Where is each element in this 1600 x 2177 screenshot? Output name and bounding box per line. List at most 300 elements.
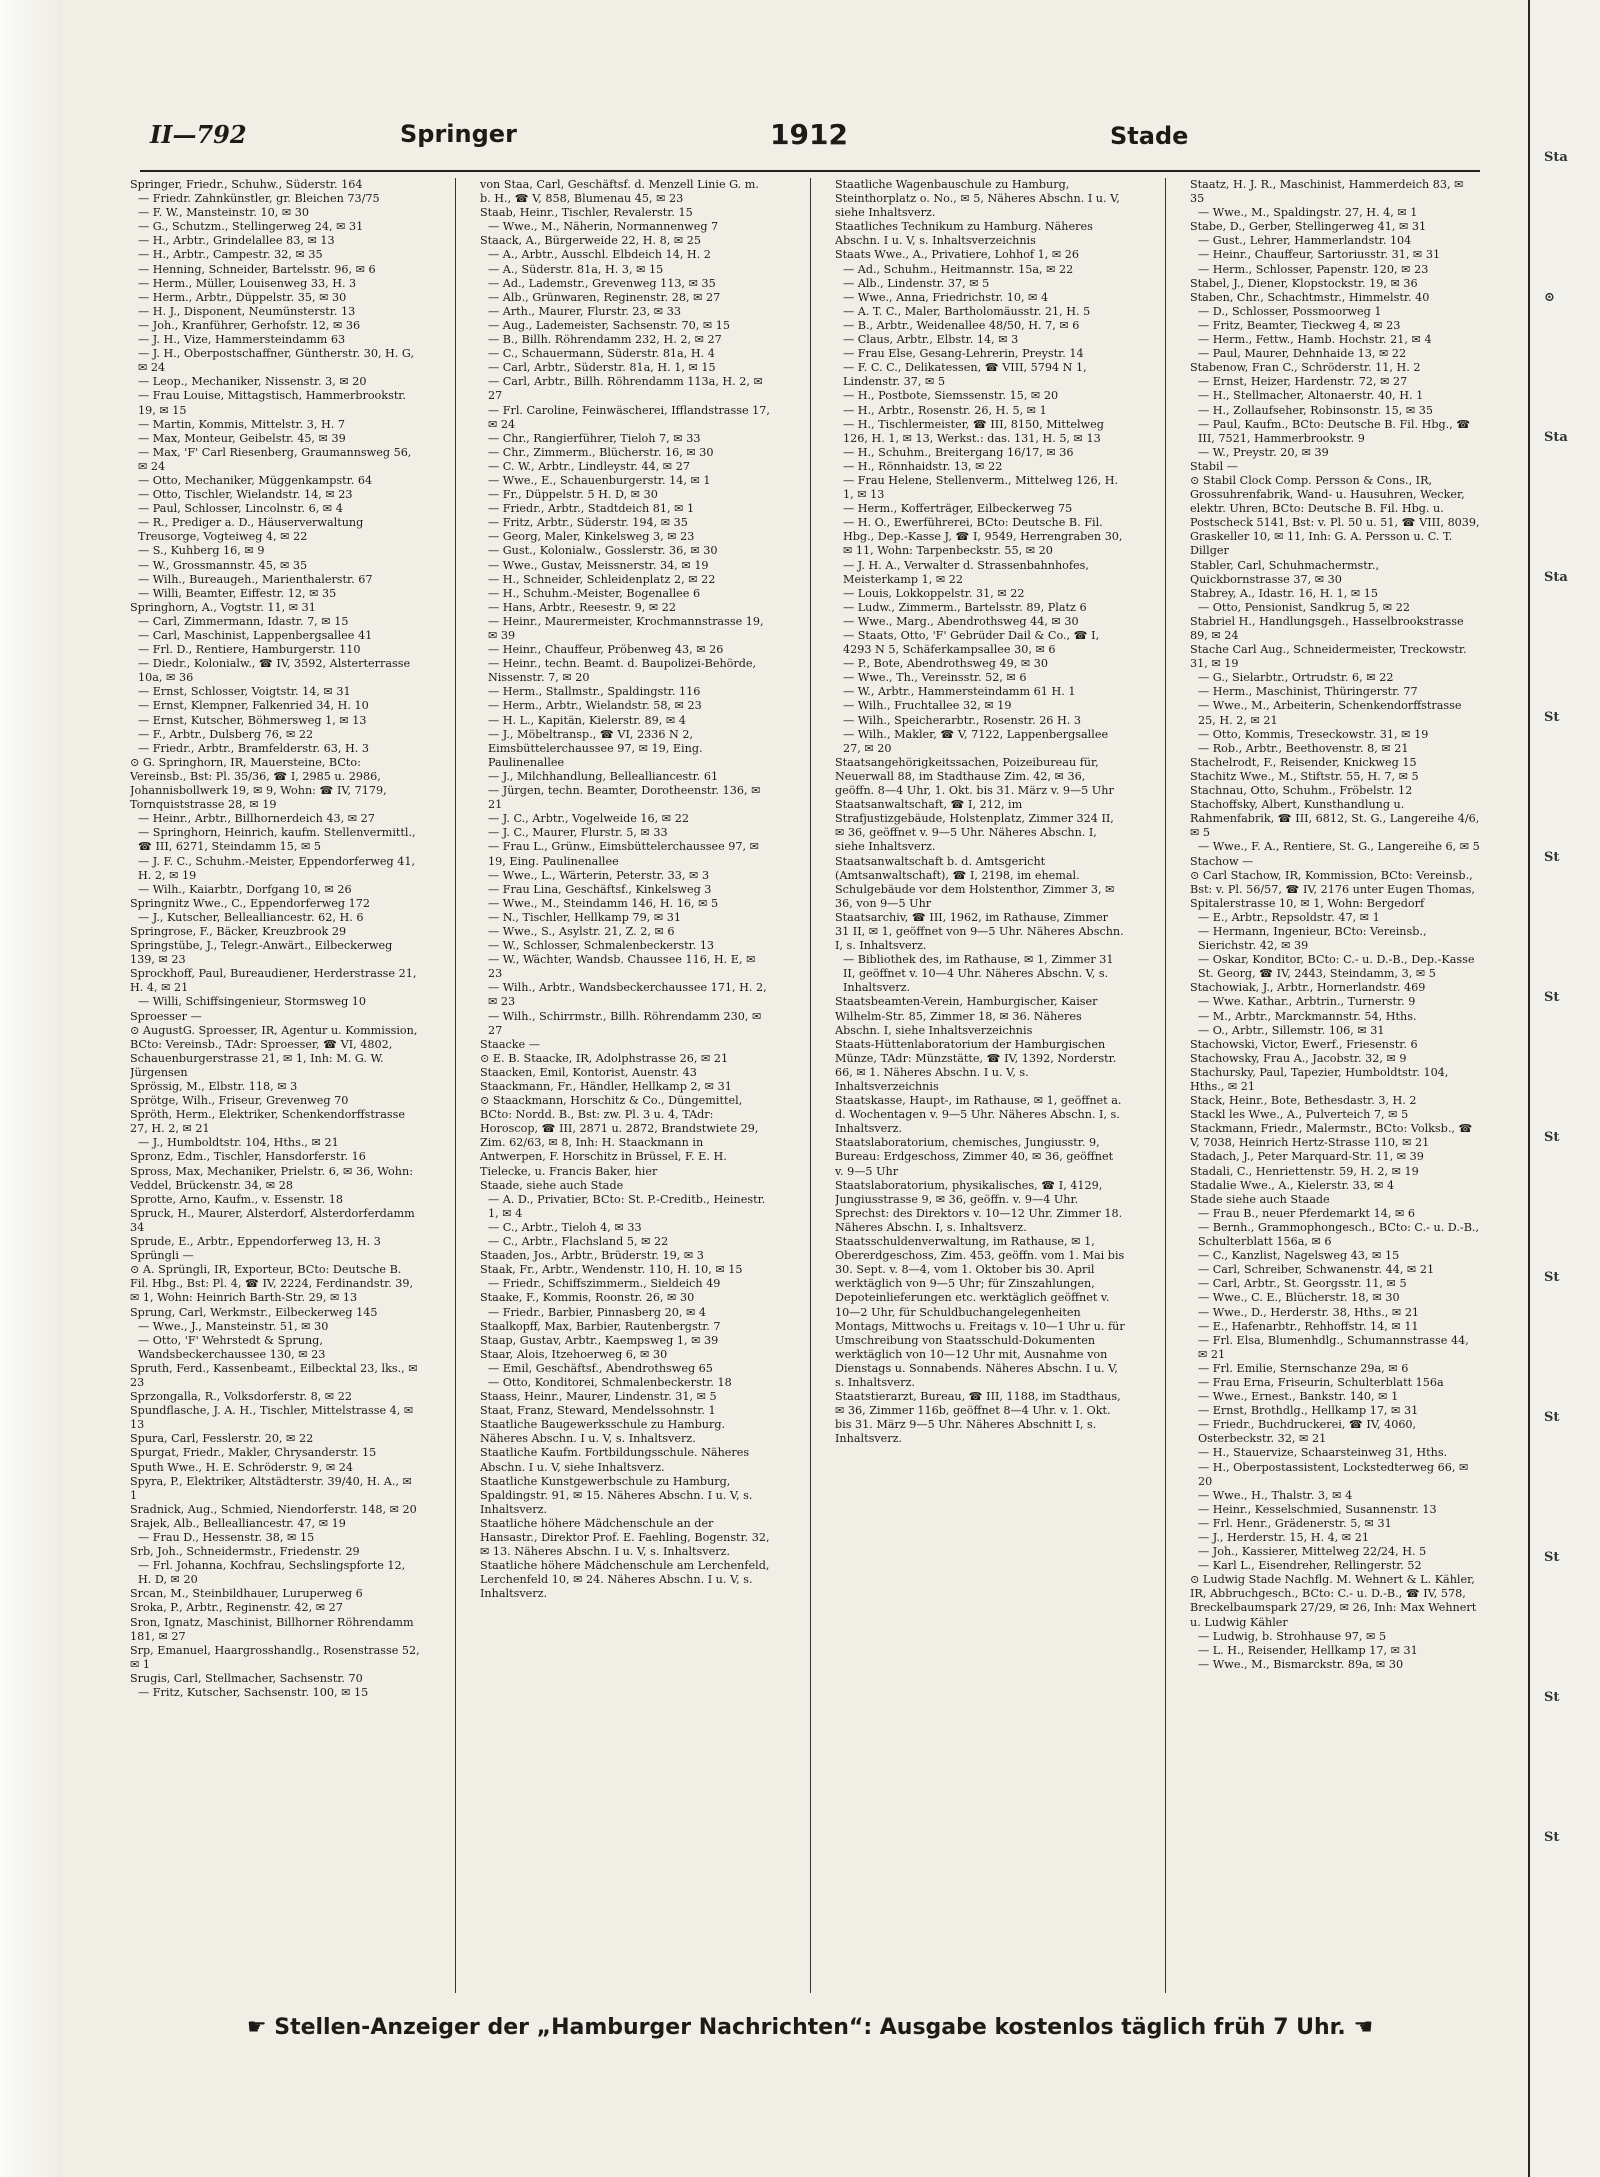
directory-entry: Staats-Hüttenlaboratorium der Hamburgischen Münze, TAdr: Münzstätte, ☎ IV, 1392, Norderstr. 66, ✉ 1. Näheres Abschn. I u. V, s. Inhaltsverzeichnis [835,1037,1117,1093]
directory-entry: — J. C., Arbtr., Vogelweide 16, ✉ 22 [488,812,689,826]
directory-page [130,110,1490,2070]
directory-entry: — Fr., Düppelstr. 5 H. D, ✉ 30 [488,488,658,502]
directory-entry: — H. L., Kapitän, Kielerstr. 89, ✉ 4 [488,713,686,727]
directory-entry: — H. J., Disponent, Neumünsterstr. 13 [138,304,356,318]
directory-entry: Staak, Fr., Arbtr., Wendenstr. 110, H. 10, ✉ 15 [480,1263,743,1277]
directory-entry: — Fritz, Beamter, Tieckweg 4, ✉ 23 [1198,318,1401,332]
directory-entry: — C., Arbtr., Tieloh 4, ✉ 33 [488,1220,642,1234]
directory-entry: Sron, Ignatz, Maschinist, Billhorner Röhrendamm 181, ✉ 27 [130,1615,414,1643]
directory-entry: Staacken, Emil, Kontorist, Auenstr. 43 [480,1065,697,1079]
directory-entry: — Bernh., Grammophongesch., BCto: C.- u. D.-B., Schulterblatt 156a, ✉ 6 [1198,1220,1480,1249]
directory-entry: ⊙ G. Springhorn, IR, Mauersteine, BCto: Vereinsb., Bst: Pl. 35/36, ☎ I, 2985 u. 2986, Johannisbollwerk 19, ✉ 9, Wohn: ☎ IV, 7179, Tornquiststrasse 28, ✉ 19 [130,755,387,812]
directory-entry: — C., Schauermann, Süderstr. 81a, H. 4 [488,347,715,361]
directory-entry: Staatz, H. J. R., Maschinist, Hammerdeich 83, ✉ 35 [1190,178,1464,206]
directory-entry: — E., Hafenarbtr., Rehhoffstr. 14, ✉ 11 [1198,1319,1419,1333]
directory-entry: — J., Herderstr. 15, H. 4, ✉ 21 [1198,1531,1369,1544]
directory-entry: Staaden, Jos., Arbtr., Brüderstr. 19, ✉ 3 [480,1249,704,1263]
directory-entry: — Ernst, Heizer, Hardenstr. 72, ✉ 27 [1198,375,1408,389]
directory-entry: — Wwe., Anna, Friedrichstr. 10, ✉ 4 [843,290,1049,304]
directory-entry: Stachelrodt, F., Reisender, Knickweg 15 [1190,755,1417,769]
directory-entry: ⊙ Staackmann, Horschitz & Co., Düngemittel, BCto: Nordd. B., Bst: zw. Pl. 3 u. 4, TAdr: Horoscop, ☎ III, 2871 u. 2872, Brandstwiete 29, Zim. 62/63, ✉ 8, Inh: H. Staackmann in Antwerpen, F. Horschitz in Brüssel, F. E. H. Tielecke, u. Francis Baker, hier [480,1094,759,1178]
directory-entry: — C., Arbtr., Flachsland 5, ✉ 22 [488,1235,669,1249]
directory-entry: — Frau Lina, Geschäftsf., Kinkelsweg 3 [488,882,712,896]
directory-entry: — W., Schlosser, Schmalenbeckerstr. 13 [488,939,715,953]
directory-entry: Staatsbeamten-Verein, Hamburgischer, Kaiser Wilhelm-Str. 85, Zimmer 18, ✉ 36. Näheres Abschn. I, siehe Inhaltsverzeichnis [835,995,1098,1037]
directory-entry: Sprung, Carl, Werkmstr., Eilbeckerweg 145 [130,1305,378,1319]
neighbour-page-fragment: St [1544,1830,1560,1845]
directory-entry: — Otto, Pensionist, Sandkrug 5, ✉ 22 [1198,600,1410,614]
directory-entry: — Wwe., S., Asylstr. 21, Z. 2, ✉ 6 [488,924,675,938]
directory-entry: — Karl L., Eisendreher, Rellingerstr. 52 [1198,1559,1422,1573]
pointing-hand-icon: ☚ [1353,2015,1374,2040]
directory-entry: — H., Stellmacher, Altonaerstr. 40, H. 1 [1198,389,1424,403]
directory-entry: — Herm., Müller, Louisenweg 33, H. 3 [138,276,357,290]
directory-entry: — D., Schlosser, Possmoorweg 1 [1198,304,1382,318]
directory-entry: — J., Humboldtstr. 104, Hths., ✉ 21 [138,1136,339,1150]
directory-entry: Sputh Wwe., H. E. Schröderstr. 9, ✉ 24 [130,1460,354,1474]
directory-entry: Stadali, C., Henriettenstr. 59, H. 2, ✉ 19 [1190,1164,1419,1178]
header-rule [140,170,1480,172]
directory-entry: — Wilh., Fruchtallee 32, ✉ 19 [843,699,1012,713]
directory-entry: — Wwe., H., Thalstr. 3, ✉ 4 [1198,1488,1353,1502]
directory-entry: — Frl. Emilie, Sternschanze 29a, ✉ 6 [1198,1361,1409,1375]
directory-entry: — Carl, Maschinist, Lappenbergsallee 41 [138,629,373,642]
directory-entry: — Herm., Arbtr., Wielandstr. 58, ✉ 23 [488,699,702,713]
directory-entry: — Fritz, Arbtr., Süderstr. 194, ✉ 35 [488,516,688,530]
directory-entry: Spura, Carl, Fesslerstr. 20, ✉ 22 [130,1432,314,1446]
directory-entry: — Hermann, Ingenieur, BCto: Vereinsb., Sierichstr. 42, ✉ 39 [1198,924,1427,953]
directory-entry: — Wwe., J., Mansteinstr. 51, ✉ 30 [138,1319,329,1333]
neighbour-page-fragment: St [1544,710,1560,725]
neighbour-page-fragment: St [1544,1550,1560,1565]
neighbour-page-fragment: St [1544,990,1560,1005]
directory-entry: — Wwe., Th., Vereinsstr. 52, ✉ 6 [843,671,1027,685]
directory-entry: — Willi, Schiffsingenieur, Stormsweg 10 [138,995,367,1009]
directory-entry: — Emil, Geschäftsf., Abendrothsweg 65 [488,1361,713,1375]
directory-entry: Stachursky, Paul, Tapezier, Humboldtstr. 104, Hths., ✉ 21 [1190,1065,1449,1093]
directory-entry: Stabe, D., Gerber, Stellingerweg 41, ✉ 31 [1190,220,1427,234]
directory-entry: — Paul, Schlosser, Lincolnstr. 6, ✉ 4 [138,502,343,516]
directory-entry: Stabil — [1190,459,1238,473]
directory-entry: Spronz, Edm., Tischler, Hansdorferstr. 16 [130,1150,366,1164]
directory-entry: — H. O., Ewerführerei, BCto: Deutsche B. Fil. Hbg., Dep.-Kasse J, ☎ I, 9549, Herrengraben 30, ✉ 11, Wohn: Tarpenbeckstr. 55, ✉ 20 [843,516,1123,558]
directory-entry: — Wilh., Schirrmstr., Billh. Röhrendamm 230, ✉ 27 [488,1009,762,1037]
directory-entry: Staatsarchiv, ☎ III, 1962, im Rathause, Zimmer 31 II, ✉ 1, geöffnet von 9—5 Uhr. Näheres Abschn. I, s. Inhaltsverz. [835,910,1124,953]
directory-entry: — H., Rönnhaidstr. 13, ✉ 22 [843,459,1003,473]
directory-entry: Sprüngli — [130,1249,194,1263]
directory-entry: Staackmann, Fr., Händler, Hellkamp 2, ✉ 31 [480,1080,732,1093]
scan-margin-right [1528,0,1600,2177]
directory-entry: — Wwe., Ernest., Bankstr. 140, ✉ 1 [1198,1390,1399,1404]
directory-entry: Staats Wwe., A., Privatiere, Lohhof 1, ✉ 26 [835,248,1080,262]
directory-entry: Staalkopff, Max, Barbier, Rautenbergstr. 7 [480,1319,721,1333]
directory-entry: Srb, Joh., Schneidermstr., Friedenstr. 29 [130,1545,360,1559]
directory-entry: — Friedr., Buchdruckerei, ☎ IV, 4060, Osterbeckstr. 32, ✉ 21 [1198,1418,1417,1446]
directory-entry: — Wwe., F. A., Rentiere, St. G., Langereihe 6, ✉ 5 [1198,840,1480,854]
column-1 [130,178,420,1993]
directory-entry: — Frau Helene, Stellenverm., Mittelweg 126, H. 1, ✉ 13 [843,473,1119,502]
directory-entry: — Heinr., Chauffeur, Sartoriusstr. 31, ✉ 31 [1198,248,1441,262]
directory-entry: — Frau Else, Gesang-Lehrerin, Preystr. 14 [843,347,1084,361]
directory-entry: Stackmann, Friedr., Malermstr., BCto: Volksb., ☎ V, 7038, Heinrich Hertz-Strasse 110, ✉ 21 [1190,1122,1473,1150]
directory-entry: — J., Milchhandlung, Bellealliancestr. 61 [488,769,719,783]
directory-entry: Stachowsky, Frau A., Jacobstr. 32, ✉ 9 [1190,1051,1407,1065]
directory-entry: — Alb., Grünwaren, Reginenstr. 28, ✉ 27 [488,290,721,304]
directory-entry: — Georg, Maler, Kinkelsweg 3, ✉ 23 [488,530,695,544]
directory-entry: Springer, Friedr., Schuhw., Süderstr. 164 [130,178,363,191]
directory-entry: Spruth, Ferd., Kassenbeamt., Eilbecktal 23, lks., ✉ 23 [130,1361,418,1389]
directory-entry: — Wwe., Gustav, Meissnerstr. 34, ✉ 19 [488,558,709,572]
directory-entry: Spyra, P., Elektriker, Altstädterstr. 39/40, H. A., ✉ 1 [130,1474,412,1502]
directory-entry: — Frau D., Hessenstr. 38, ✉ 15 [138,1531,315,1544]
directory-entry: — Frau L., Grünw., Eimsbüttelerchaussee 97, ✉ 19, Eing. Paulinenallee [488,840,759,868]
directory-entry: — Wwe., E., Schauenburgerstr. 14, ✉ 1 [488,473,711,487]
directory-entry: Stackl les Wwe., A., Pulverteich 7, ✉ 5 [1190,1108,1409,1122]
directory-entry: — H., Tischlermeister, ☎ III, 8150, Mittelweg 126, H. 1, ✉ 13, Werkst.: das. 131, H. 5, ✉ 13 [843,417,1104,445]
directory-entry: — J., Möbeltransp., ☎ VI, 2336 N 2, Eimsbüttelerchaussee 97, ✉ 19, Eing. Paulinenallee [488,727,703,769]
directory-entry: — Herm., Arbtr., Düppelstr. 35, ✉ 30 [138,290,347,304]
directory-entry: Spurgat, Friedr., Makler, Chrysanderstr. 15 [130,1446,377,1460]
directory-entry: — Otto, Konditorei, Schmalenbeckerstr. 18 [488,1375,732,1389]
directory-entry: — Heinr., techn. Beamt. d. Baupolizei-Behörde, Nissenstr. 7, ✉ 20 [488,657,757,685]
directory-entry: Spundflasche, J. A. H., Tischler, Mittelstrasse 4, ✉ 13 [130,1404,414,1432]
directory-entry: Stabler, Carl, Schuhmachermstr., Quickbornstrasse 37, ✉ 30 [1190,558,1380,586]
directory-entry: — Wwe., M., Bismarckstr. 89a, ✉ 30 [1198,1657,1404,1671]
directory-entry: Stabrey, A., Idastr. 16, H. 1, ✉ 15 [1190,586,1378,600]
neighbour-page-fragment: St [1544,1270,1560,1285]
directory-entry: — Wwe., M., Spaldingstr. 27, H. 4, ✉ 1 [1198,206,1418,220]
directory-entry: — Paul, Maurer, Dehnhaide 13, ✉ 22 [1198,347,1407,361]
directory-entry: — H., Arbtr., Grindelallee 83, ✉ 13 [138,234,335,248]
neighbour-page-fragment: St [1544,1410,1560,1425]
column-3 [835,178,1125,1993]
directory-entry: — Herm., Stallmstr., Spaldingstr. 116 [488,685,701,699]
directory-entry: Staap, Gustav, Arbtr., Kaempsweg 1, ✉ 39 [480,1333,719,1347]
directory-entry: — Heinr., Maurermeister, Krochmannstrasse 19, ✉ 39 [488,614,764,642]
directory-entry: — H., Schuhm., Breitergang 16/17, ✉ 36 [843,445,1074,459]
directory-entry: — Paul, Kaufm., BCto: Deutsche B. Fil. Hbg., ☎ III, 7521, Hammerbrookstr. 9 [1198,417,1471,445]
directory-entry: Stachowski, Victor, Ewerf., Friesenstr. 6 [1190,1037,1418,1051]
directory-entry: — J. F. C., Schuhm.-Meister, Eppendorferweg 41, H. 2, ✉ 19 [138,854,416,882]
directory-entry: — Diedr., Kolonialw., ☎ IV, 3592, Alsterterrasse 10a, ✉ 36 [138,657,411,685]
directory-entry: Srajek, Alb., Bellealliancestr. 47, ✉ 19 [130,1516,346,1530]
directory-entry: — Henning, Schneider, Bartelsstr. 96, ✉ 6 [138,262,376,276]
directory-entry: Stabriel H., Handlungsgeh., Hasselbrookstrasse 89, ✉ 24 [1190,614,1464,642]
directory-entry: Staatsschuldenverwaltung, im Rathause, ✉ 1, Obererdgeschoss, Zim. 453, geöffn. vom 1. Mai bis 30. Sept. v. 8—4, vom 1. Oktober bis 30. April werktäglich von 9—5 Uhr; für Zinszahlungen, Depoteinlieferungen etc. werktäglich geöffnet v. 10—2 Uhr, für Schuldbuchangelegenheiten Montags, Mittwochs u. Freitags v. 10—1 Uhr u. für Umschreibung von Staatsschuld-Dokumenten werktäglich von 10—12 Uhr mit, Ausnahme von Dienstags u. Sonnabends. Näheres Abschn. I u. V, s. Inhaltsverz. [835,1235,1125,1389]
directory-entry: — C. W., Arbtr., Lindleystr. 44, ✉ 27 [488,459,690,473]
directory-entry: — A., Süderstr. 81a, H. 3, ✉ 15 [488,262,664,276]
directory-entry: — S., Kuhberg 16, ✉ 9 [138,544,265,558]
directory-entry: — L. H., Reisender, Hellkamp 17, ✉ 31 [1198,1643,1418,1657]
directory-entry: — Ludwig, b. Strohhause 97, ✉ 5 [1198,1629,1387,1643]
directory-entry: — W., Arbtr., Hammersteindamm 61 H. 1 [843,685,1076,699]
column-divider [1165,178,1166,1993]
directory-entry: Stachoffsky, Albert, Kunsthandlung u. Rahmenfabrik, ☎ III, 6812, St. G., Langereihe 4/6, ✉ 5 [1190,798,1480,840]
directory-entry: ⊙ E. B. Staacke, IR, Adolphstrasse 26, ✉ 21 [480,1051,729,1065]
neighbour-page-fragment: St [1544,850,1560,865]
directory-entry: Staake, F., Kommis, Roonstr. 26, ✉ 30 [480,1291,695,1305]
directory-entry: — Frau B., neuer Pferdemarkt 14, ✉ 6 [1198,1206,1416,1220]
directory-entry: — Friedr., Arbtr., Bramfelderstr. 63, H. 3 [138,741,369,755]
directory-entry: — F. C. C., Delikatessen, ☎ VIII, 5794 N 1, Lindenstr. 37, ✉ 5 [843,361,1087,389]
directory-entry: — Bibliothek des, im Rathause, ✉ 1, Zimmer 31 II, geöffnet v. 10—4 Uhr. Näheres Abschn. V, s. Inhaltsverz. [843,953,1114,995]
directory-entry: Spross, Max, Mechaniker, Prielstr. 6, ✉ 36, Wohn: Veddel, Brückenstr. 34, ✉ 28 [130,1164,413,1192]
directory-entry: — Arth., Maurer, Flurstr. 23, ✉ 33 [488,304,681,318]
directory-entry: — Frl. Elsa, Blumenhdlg., Schumannstrasse 44, ✉ 21 [1198,1333,1469,1361]
directory-entry: — Herm., Kofferträger, Eilbeckerweg 75 [843,502,1073,516]
directory-entry: — Alb., Lindenstr. 37, ✉ 5 [843,276,990,290]
directory-entry: — Heinr., Arbtr., Billhornerdeich 43, ✉ 27 [138,812,375,826]
directory-entry: — Wwe., D., Herderstr. 38, Hths., ✉ 21 [1198,1305,1420,1319]
directory-entry: — Heinr., Kesselschmied, Susannenstr. 13 [1198,1502,1437,1516]
directory-entry: — B., Billh. Röhrendamm 232, H. 2, ✉ 27 [488,333,722,347]
directory-entry: — J. H., Oberpostschaffner, Güntherstr. 30, H. G, ✉ 24 [138,347,415,375]
directory-entry: — B., Arbtr., Weidenallee 48/50, H. 7, ✉ 6 [843,318,1080,332]
directory-entry: Staatslaboratorium, physikalisches, ☎ I, 4129, Jungiusstrasse 9, ✉ 36, geöffn. v. 9—4 Uhr. Sprechst: des Direktors v. 10—12 Uhr. Zimmer 18. Näheres Abschn. I, s. Inhaltsverz. [835,1178,1123,1234]
directory-entry: — Wilh., Makler, ☎ V, 7122, Lappenbergsallee 27, ✉ 20 [843,727,1109,755]
directory-entry: — Carl, Zimmermann, Idastr. 7, ✉ 15 [138,614,349,628]
directory-entry: — J. H., Vize, Hammersteindamm 63 [138,333,346,347]
directory-entry: Stack, Heinr., Bote, Bethesdastr. 3, H. 2 [1190,1094,1417,1108]
directory-entry: — Hans, Arbtr., Reesestr. 9, ✉ 22 [488,600,676,614]
directory-entry: — E., Arbtr., Repsoldstr. 47, ✉ 1 [1198,910,1380,924]
directory-entry: Sprotte, Arno, Kaufm., v. Essenstr. 18 [130,1192,344,1206]
directory-entry: Srcan, M., Steinbildhauer, Luruperweg 6 [130,1587,363,1601]
directory-entry: — O., Arbtr., Sillemstr. 106, ✉ 31 [1198,1023,1385,1037]
directory-entry: — Wwe., M., Arbeiterin, Schenkendorffstrasse 25, H. 2, ✉ 21 [1198,699,1462,727]
neighbour-page-fragment: Sta [1544,150,1568,165]
directory-entry: Staab, Heinr., Tischler, Revalerstr. 15 [480,206,693,220]
directory-entry: — Frau Erna, Friseurin, Schulterblatt 156a [1198,1375,1444,1389]
column-divider [810,178,811,1993]
directory-entry: — Carl, Arbtr., Billh. Röhrendamm 113a, H. 2, ✉ 27 [488,375,763,403]
directory-entry: — Friedr., Arbtr., Stadtdeich 81, ✉ 1 [488,502,695,516]
directory-entry: — Otto, Tischler, Wielandstr. 14, ✉ 23 [138,488,353,502]
directory-entry: — Frl. D., Rentiere, Hamburgerstr. 110 [138,643,361,657]
directory-entry: — W., Wächter, Wandsb. Chaussee 116, H. E, ✉ 23 [488,953,756,981]
directory-entry: Springstübe, J., Telegr.-Anwärt., Eilbeckerweg 139, ✉ 23 [130,939,393,967]
directory-entry: Stabel, J., Diener, Klopstockstr. 19, ✉ 36 [1190,276,1418,290]
directory-entry: — A. D., Privatier, BCto: St. P.-Creditb., Heinestr. 1, ✉ 4 [488,1192,766,1220]
directory-entry: Staatliche höhere Mädchenschule an der Hansastr., Direktor Prof. E. Faehling, Bogenstr. 32, ✉ 13. Näheres Abschn. I u. V, s. Inhaltsverz. [480,1516,770,1559]
directory-entry: Sprössig, M., Elbstr. 118, ✉ 3 [130,1080,298,1093]
directory-entry: Sprzongalla, R., Volksdorferstr. 8, ✉ 22 [130,1390,352,1404]
directory-entry: Stadalie Wwe., A., Kielerstr. 33, ✉ 4 [1190,1178,1395,1192]
directory-entry: — Ernst, Kutscher, Böhmersweg 1, ✉ 13 [138,713,367,727]
directory-entry: Stachow — [1190,854,1254,868]
directory-entry: — Louis, Lokkoppelstr. 31, ✉ 22 [843,586,1025,600]
directory-entry: — Frl. Caroline, Feinwäscherei, Ifflandstrasse 17, ✉ 24 [488,403,770,431]
column-divider [455,178,456,1993]
directory-entry: — H., Zollaufseher, Robinsonstr. 15, ✉ 35 [1198,403,1434,417]
directory-entry: Staatliche höhere Mädchenschule am Lerchenfeld, Lerchenfeld 10, ✉ 24. Näheres Abschn. I u. V, s. Inhaltsverz. [480,1559,770,1601]
directory-entry: — Frau Louise, Mittagstisch, Hammerbrookstr. 19, ✉ 15 [138,389,406,417]
directory-entry: — Wilh., Kaiarbtr., Dorfgang 10, ✉ 26 [138,882,352,896]
directory-entry: — Ernst, Schlosser, Voigtstr. 14, ✉ 31 [138,685,351,699]
directory-entry: — Carl, Arbtr., Süderstr. 81a, H. 1, ✉ 15 [488,361,716,375]
directory-entry: — A. T. C., Maler, Bartholomäusstr. 21, H. 5 [843,304,1091,318]
directory-entry: Staatstierarzt, Bureau, ☎ III, 1188, im Stadthaus, ✉ 36, Zimmer 116b, geöffnet 8—4 Uhr. v. 1. Okt. bis 31. März 9—5 Uhr. Näheres Abschnitt I, s. Inhaltsverz. [835,1390,1121,1446]
directory-entry: — Willi, Beamter, Eiffestr. 12, ✉ 35 [138,586,337,600]
directory-entry: — M., Arbtr., Marckmannstr. 54, Hths. [1198,1009,1417,1023]
directory-entry: Sprude, E., Arbtr., Eppendorferweg 13, H. 3 [130,1235,381,1249]
scan-margin-left [0,0,62,2177]
directory-entry: — Chr., Zimmerm., Blücherstr. 16, ✉ 30 [488,445,714,459]
directory-entry: Sprockhoff, Paul, Bureaudiener, Herderstrasse 21, H. 4, ✉ 21 [130,967,417,995]
directory-entry: — N., Tischler, Hellkamp 79, ✉ 31 [488,910,681,924]
directory-entry: — Wwe., C. E., Blücherstr. 18, ✉ 30 [1198,1291,1400,1305]
directory-entry: — Wwe. Kathar., Arbtrin., Turnerstr. 9 [1198,995,1416,1009]
directory-entry: — Gust., Lehrer, Hammerlandstr. 104 [1198,234,1412,248]
directory-entry: Staatliche Wagenbauschule zu Hamburg, Steinthorplatz o. No., ✉ 5, Näheres Abschn. I u. V, siehe Inhaltsverz. [835,178,1120,220]
directory-entry: Spruck, H., Maurer, Alsterdorf, Alsterdorferdamm 34 [130,1206,415,1234]
directory-entry: — Joh., Kassierer, Mittelweg 22/24, H. 5 [1198,1545,1427,1559]
neighbour-page-fragment: ⊙ [1544,290,1555,305]
directory-entry: ⊙ Carl Stachow, IR, Kommission, BCto: Vereinsb., Bst: v. Pl. 56/57, ☎ IV, 2176 unter Eugen Thomas, Spitalerstrasse 10, ✉ 1, Wohn: Bergedorf [1190,868,1475,910]
directory-entry: — Friedr., Barbier, Pinnasberg 20, ✉ 4 [488,1305,707,1319]
directory-entry: — G., Sielarbtr., Ortrudstr. 6, ✉ 22 [1198,671,1394,685]
directory-entry: Springrose, F., Bäcker, Kreuzbrook 29 [130,924,347,938]
directory-entry: — J., Kutscher, Bellealliancestr. 62, H. 6 [138,910,364,924]
directory-entry: — Wilh., Arbtr., Wandsbeckerchaussee 171, H. 2, ✉ 23 [488,981,767,1009]
directory-entry: Staatsangehörigkeitssachen, Poizeibureau für, Neuerwall 88, im Stadthause Zim. 42, ✉ 36, geöffn. 8—4 Uhr, 1. Okt. bis 31. März v. 9—5 Uhr [835,755,1114,798]
directory-entry: ⊙ Stabil Clock Comp. Persson & Cons., IR, Grossuhrenfabrik, Wand- u. Hausuhren, Wecker, elektr. Uhren, BCto: Deutsche B. Fil. Hbg. u. Postscheck 5141, Bst: v. Pl. 50 u. 51, ☎ VIII, 8039, Graskeller 10, ✉ 11, Inh: G. A. Persson u. C. T. Dillger [1190,473,1480,558]
directory-entry: — Martin, Kommis, Mittelstr. 3, H. 7 [138,417,345,431]
directory-entry: Staass, Heinr., Maurer, Lindenstr. 31, ✉ 5 [480,1390,717,1404]
directory-entry: — Aug., Lademeister, Sachsenstr. 70, ✉ 15 [488,318,730,332]
directory-entry: — H., Oberpostassistent, Lockstedterweg 66, ✉ 20 [1198,1460,1469,1488]
directory-entry: — Herm., Maschinist, Thüringerstr. 77 [1198,685,1418,699]
footer-text: Stellen-Anzeiger der „Hamburger Nachrichten“: Ausgabe kostenlos täglich früh 7 Uhr. [274,2015,1346,2040]
directory-entry: Stade siehe auch Staade [1190,1192,1330,1206]
header-year: 1912 [770,118,848,151]
pointing-hand-icon: ☛ [246,2015,267,2040]
directory-entry: ⊙ Ludwig Stade Nachflg. M. Wehnert & L. Kähler, IR, Abbruchgesch., BCto: C.- u. D.-B., ☎ IV, 578, Breckelbaumspark 27/29, ✉ 26, Inh: Max Wehnert u. Ludwig Kähler [1190,1573,1477,1629]
directory-entry: — F., Arbtr., Dulsberg 76, ✉ 22 [138,727,314,741]
directory-entry: — Fritz, Kutscher, Sachsenstr. 100, ✉ 15 [138,1686,369,1700]
directory-entry: — Wilh., Bureaugeh., Marienthalerstr. 67 [138,572,373,586]
column-2 [480,178,770,1993]
directory-entry: — Carl, Schreiber, Schwanenstr. 44, ✉ 21 [1198,1263,1435,1277]
directory-entry: Sradnick, Aug., Schmied, Niendorferstr. 148, ✉ 20 [130,1502,417,1516]
directory-entry: — Staats, Otto, 'F' Gebrüder Dail & Co., ☎ I, 4293 N 5, Schäferkampsallee 30, ✉ 6 [843,629,1100,657]
directory-entry: Spröth, Herm., Elektriker, Schenkendorffstrasse 27, H. 2, ✉ 21 [130,1108,406,1136]
directory-entry: — Ludw., Zimmerm., Bartelsstr. 89, Platz 6 [843,600,1087,614]
directory-entry: — H., Arbtr., Campestr. 32, ✉ 35 [138,248,323,262]
directory-entry: — F. W., Mansteinstr. 10, ✉ 30 [138,206,310,220]
directory-entry: — Friedr., Schiffszimmerm., Sieldeich 49 [488,1277,721,1291]
directory-entry: — Wwe., L., Wärterin, Peterstr. 33, ✉ 3 [488,868,710,882]
directory-entry: — Wwe., M., Näherin, Normannenweg 7 [488,220,719,234]
neighbour-page-fragment: St [1544,1130,1560,1145]
directory-entry: Staatskasse, Haupt-, im Rathause, ✉ 1, geöffnet a. d. Wochentagen v. 9—5 Uhr. Näheres Abschn. I, s. Inhaltsverz. [835,1094,1122,1136]
page-number: II—792 [150,120,247,149]
directory-entry: — Heinr., Chauffeur, Pröbenweg 43, ✉ 26 [488,643,724,657]
neighbour-page-fragment: Sta [1544,430,1568,445]
directory-entry: Stabenow, Fran C., Schröderstr. 11, H. 2 [1190,361,1421,375]
directory-entry: — A., Arbtr., Ausschl. Elbdeich 14, H. 2 [488,248,711,262]
directory-entry: Stache Carl Aug., Schneidermeister, Treckowstr. 31, ✉ 19 [1190,643,1467,671]
directory-entry: Stachitz Wwe., M., Stiftstr. 55, H. 7, ✉ 5 [1190,769,1419,783]
directory-entry: — W., Grossmannstr. 45, ✉ 35 [138,558,308,572]
directory-entry: Staacke — [480,1037,540,1051]
directory-entry: — P., Bote, Abendrothsweg 49, ✉ 30 [843,657,1049,671]
directory-entry: Springnitz Wwe., C., Eppendorferweg 172 [130,896,370,910]
directory-entry: — Ad., Lademstr., Grevenweg 113, ✉ 35 [488,276,716,290]
directory-entry: — Ernst, Klempner, Falkenried 34, H. 10 [138,699,369,713]
directory-entry: — Leop., Mechaniker, Nissenstr. 3, ✉ 20 [138,375,367,389]
footer-advertisement [160,2015,1460,2040]
directory-entry: Staat, Franz, Steward, Mendelssohnstr. 1 [480,1404,716,1418]
directory-entry: ⊙ AugustG. Sproesser, IR, Agentur u. Kommission, BCto: Vereinsb., TAdr: Sproesser, ☎ VI, 4802, Schauenburgerstrasse 21, ✉ 1, Inh: M. G. W. Jürgensen [130,1023,418,1079]
directory-entry: Staatsanwaltschaft, ☎ I, 212, im Strafjustizgebäude, Holstenplatz, Zimmer 324 II, ✉ 36, geöffnet v. 9—5 Uhr. Näheres Abschn. I, siehe Inhaltsverz. [835,798,1114,854]
directory-entry: — Otto, Mechaniker, Müggenkampstr. 64 [138,473,373,487]
directory-entry: Staade, siehe auch Stade [480,1178,624,1192]
header-last-name: Stade [1110,122,1189,150]
directory-entry: — Frl. Henr., Grädenerstr. 5, ✉ 31 [1198,1516,1392,1530]
neighbour-page-fragment: Sta [1544,570,1568,585]
directory-entry: — J. H. A., Verwalter d. Strassenbahnhofes, Meisterkamp 1, ✉ 22 [843,558,1089,586]
directory-entry: — H., Postbote, Siemssenstr. 15, ✉ 20 [843,389,1059,403]
directory-entry: — H., Arbtr., Rosenstr. 26, H. 5, ✉ 1 [843,403,1047,417]
directory-entry: — Wwe., Marg., Abendrothsweg 44, ✉ 30 [843,614,1079,628]
directory-entry: — Chr., Rangierführer, Tieloh 7, ✉ 33 [488,431,701,445]
directory-entry: — R., Prediger a. D., Häuserverwaltung Treusorge, Vogteiweg 4, ✉ 22 [138,516,364,544]
directory-entry: — Claus, Arbtr., Elbstr. 14, ✉ 3 [843,333,1019,347]
directory-entry: — Carl, Arbtr., St. Georgsstr. 11, ✉ 5 [1198,1277,1407,1291]
column-4 [1190,178,1480,1993]
directory-entry: — Oskar, Konditor, BCto: C.- u. D.-B., Dep.-Kasse St. Georg, ☎ IV, 2443, Steindamm, 3, ✉ 5 [1198,953,1475,981]
directory-entry: — Ad., Schuhm., Heitmannstr. 15a, ✉ 22 [843,262,1074,276]
directory-entry: — Wilh., Speicherarbtr., Rosenstr. 26 H. 3 [843,713,1081,727]
directory-entry: Staben, Chr., Schachtmstr., Himmelstr. 40 [1190,290,1430,304]
directory-entry: von Staa, Carl, Geschäftsf. d. Menzell Linie G. m. b. H., ☎ V, 858, Blumenau 45, ✉ 23 [480,178,759,206]
directory-entry: Staar, Alois, Itzehoerweg 6, ✉ 30 [480,1347,668,1361]
directory-entry: — Ernst, Brothdlg., Hellkamp 17, ✉ 31 [1198,1404,1419,1418]
directory-entry: — Wwe., M., Steindamm 146, H. 16, ✉ 5 [488,896,719,910]
directory-entry: — H., Schuhm.-Meister, Bogenallee 6 [488,586,701,600]
directory-entry: Staack, A., Bürgerweide 22, H. 8, ✉ 25 [480,234,702,248]
directory-entry: Sproesser — [130,1009,202,1023]
directory-entry: — J. C., Maurer, Flurstr. 5, ✉ 33 [488,826,668,840]
directory-entry: Srugis, Carl, Stellmacher, Sachsenstr. 70 [130,1671,363,1685]
directory-entry: Stachowiak, J., Arbtr., Hornerlandstr. 469 [1190,981,1426,995]
header-first-name: Springer [400,120,517,148]
directory-entry: Stadach, J., Peter Marquard-Str. 11, ✉ 39 [1190,1150,1424,1164]
directory-entry: — G., Schutzm., Stellingerweg 24, ✉ 31 [138,220,364,234]
directory-entry: — W., Preystr. 20, ✉ 39 [1198,445,1329,459]
directory-entry: Staatsanwaltschaft b. d. Amtsgericht (Amtsanwaltschaft), ☎ I, 2198, im ehemal. Schulgebäude vor dem Holstenthor, Zimmer 3, ✉ 36, von 9—5 Uhr [835,854,1115,910]
directory-entry: Srp, Emanuel, Haargrosshandlg., Rosenstrasse 52, ✉ 1 [130,1643,420,1671]
directory-entry: — Joh., Kranführer, Gerhofstr. 12, ✉ 36 [138,318,361,332]
directory-entry: — Rob., Arbtr., Beethovenstr. 8, ✉ 21 [1198,741,1409,755]
directory-entry: Stachnau, Otto, Schuhm., Fröbelstr. 12 [1190,784,1413,798]
directory-entry: — Otto, Kommis, Treseckowstr. 31, ✉ 19 [1198,727,1429,741]
directory-entry: — Herm., Schlosser, Papenstr. 120, ✉ 23 [1198,262,1429,276]
directory-entry: Sroka, P., Arbtr., Reginenstr. 42, ✉ 27 [130,1601,343,1615]
directory-entry: — Otto, 'F' Wehrstedt & Sprung, Wandsbeckerchaussee 130, ✉ 23 [138,1333,326,1361]
directory-entry: — Herm., Fettw., Hamb. Hochstr. 21, ✉ 4 [1198,333,1432,347]
directory-entry: — H., Schneider, Schleidenplatz 2, ✉ 22 [488,572,716,586]
directory-entry: — H., Stauervize, Schaarsteinweg 31, Hths. [1198,1446,1448,1460]
directory-entry: — Jürgen, techn. Beamter, Dorotheenstr. 136, ✉ 21 [488,784,761,812]
directory-entry: — Max, 'F' Carl Riesenberg, Graumannsweg 56, ✉ 24 [138,445,412,473]
directory-entry: — C., Kanzlist, Nagelsweg 43, ✉ 15 [1198,1249,1400,1263]
directory-entry: Staatliche Kunstgewerbschule zu Hamburg, Spaldingstr. 91, ✉ 15. Näheres Abschn. I u. V, s. Inhaltsverz. [480,1474,753,1516]
page-header [130,110,1490,170]
directory-entry: Sprötge, Wilh., Friseur, Grevenweg 70 [130,1094,349,1108]
directory-entry: Staatliches Technikum zu Hamburg. Näheres Abschn. I u. V, s. Inhaltsverzeichnis [835,220,1093,248]
